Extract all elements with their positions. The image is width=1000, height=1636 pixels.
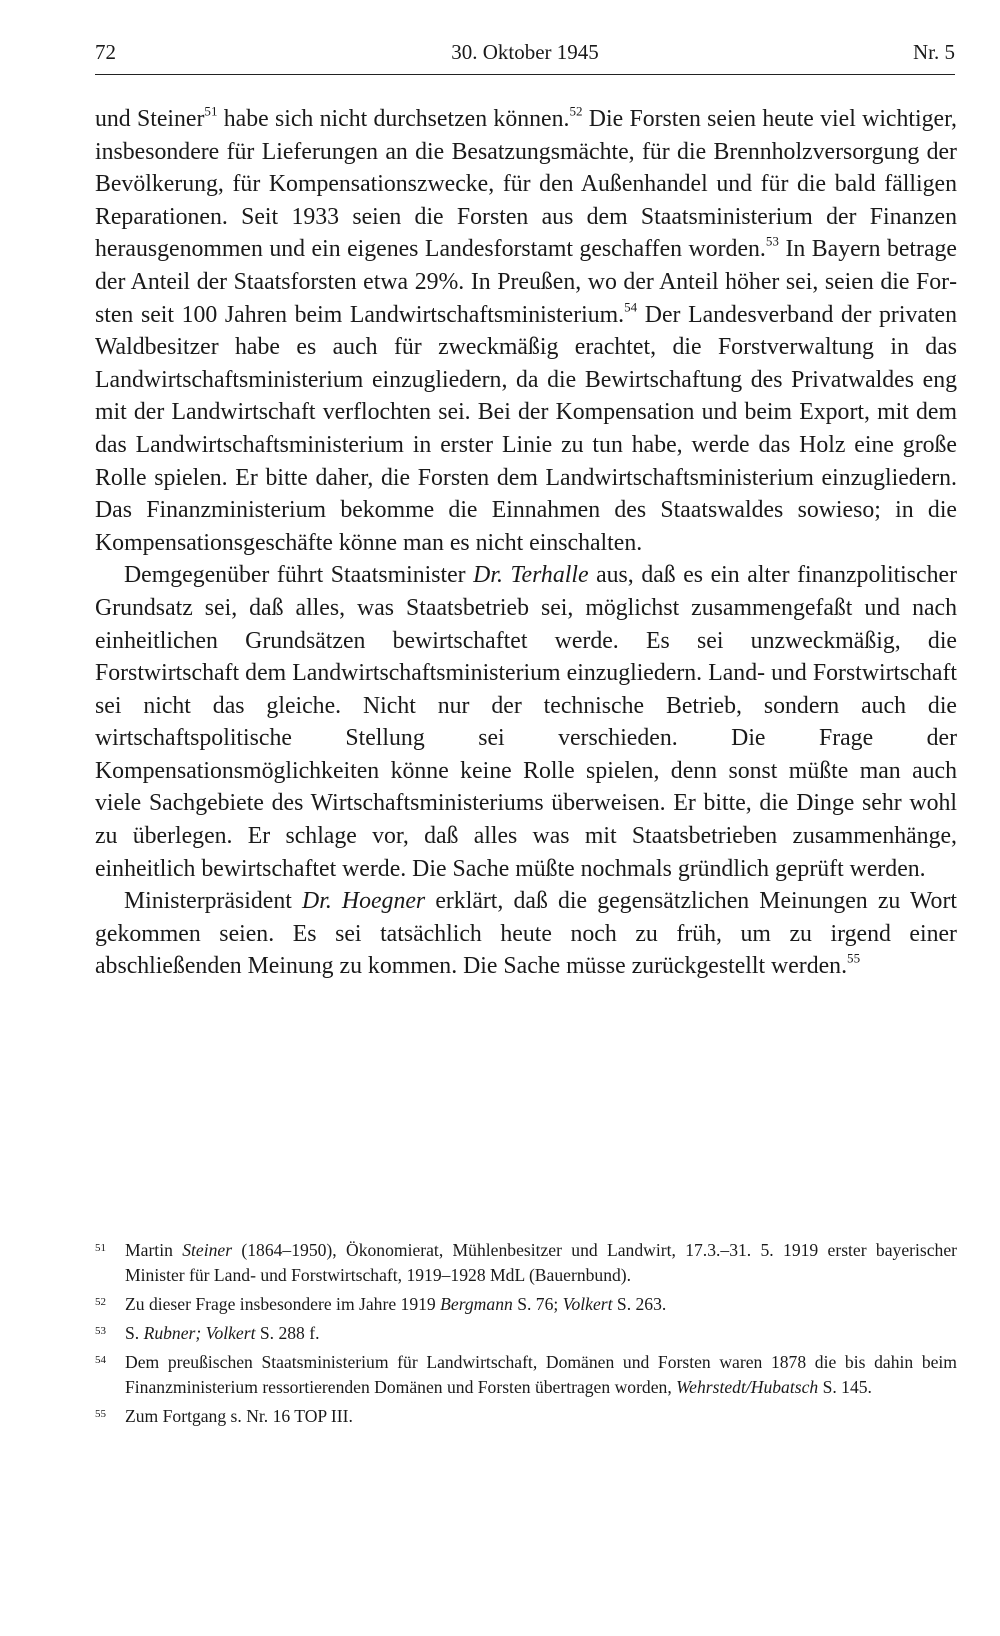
footnote-number: 54 bbox=[95, 1354, 106, 1366]
footnote-51 bbox=[95, 1238, 957, 1288]
footnote-text: Dem preußischen Staatsministerium für Landwirtschaft, Domänen und Forsten waren 1878 die bis dahin beim Finanzministerium ressortierenden Domänen und Forsten übertragen worden, Wehrstedt/Hubatsch S. 145. bbox=[125, 1352, 957, 1397]
footnote-52 bbox=[95, 1292, 957, 1317]
person-name: Dr. Hoegner bbox=[302, 888, 426, 915]
footnote-53 bbox=[95, 1321, 957, 1346]
footnote-55 bbox=[95, 1404, 957, 1429]
document-number: Nr. 5 bbox=[913, 40, 955, 64]
footnote-54 bbox=[95, 1350, 957, 1400]
footnote-number: 53 bbox=[95, 1325, 106, 1337]
footnote-text: Zum Fortgang s. Nr. 16 TOP III. bbox=[125, 1406, 353, 1426]
footnote-number: 51 bbox=[95, 1242, 106, 1254]
footnote-text: S. Rubner; Volkert S. 288 f. bbox=[125, 1323, 320, 1343]
page-number: 72 bbox=[95, 40, 116, 64]
header-date: 30. Oktober 1945 bbox=[451, 40, 599, 64]
running-header bbox=[95, 38, 955, 75]
paragraph-3: Ministerpräsident Dr. Hoegner erklärt, daß die gegensätzlichen Meinungen zu Wort gekommen seien. Es sei tatsächlich heute noch zu früh, um zu irgend einer abschließenden Meinung zu kommen. Die Sache müsse zurückgestellt werden.$^{55}$ bbox=[95, 888, 957, 980]
main-text bbox=[95, 103, 957, 983]
footnote-ref-53: 53 bbox=[765, 233, 779, 249]
person-name: Dr. Terhalle bbox=[473, 562, 589, 589]
paragraph-2: Demgegenüber führt Staatsminister Dr. Terhalle aus, daß es ein alter finanzpolitischer Grundsatz sei, daß alles, was Staatsbetrieb sei, möglichst zusammengefaßt und nach einheitlichen Grundsätzen bewirtschaftet werde. Es sei unzweckmäßig, die Forstwirtschaft dem Landwirtschaftsministerium einzugliedern. Land- und Forstwirtschaft sei nicht das gleiche. Nicht nur der technische Betrieb, sondern auch die wirtschaftspolitische Stellung sei verschieden. Die Frage der Kompensationsmöglichkeiten könne keine Rolle spielen, denn sonst müßte man auch viele Sachgebiete des Wirtschaftsministeriums überweisen. Er bitte, die Dinge sehr wohl zu überlegen. Er schlage vor, daß alles was mit Staatsbetrieben zusammenhänge, einheitlich bewirtschaftet werde. Die Sache müßte nochmals gründlich geprüft werden. bbox=[95, 562, 958, 882]
footnote-ref-55: 55 bbox=[847, 950, 861, 966]
footnote-ref-54: 54 bbox=[624, 299, 638, 315]
footnote-text: Zu dieser Frage insbesondere im Jahre 1919 Bergmann S. 76; Volkert S. 263. bbox=[125, 1294, 667, 1314]
paragraph-1: und Steiner$^{51}$ habe sich nicht durchsetzen können.$^{52}$ Die Forsten seien heute viel wichtiger, insbesondere für Lieferungen an die Besatzungsmächte, für die Brennholzversorgung der Bevölkerung, für Kompensationszwecke, für den Außenhandel und für die bald fälligen Reparationen. Seit 1933 seien die Forsten aus dem Staatsministerium der Finanzen herausgenommen und ein eigenes Landesforstamt geschaffen worden.$^{53}$ In Bayern betrage der Anteil der Staatsforsten etwa 29%. In Preußen, wo der Anteil höher sei, seien die Forsten seit 100 Jahren beim Landwirtschaftsministerium.$^{54}$ Der Landesverband der privaten Waldbesitzer habe es auch für zweckmäßig erachtet, die Forstverwaltung in das Landwirtschaftsministerium einzugliedern, da die Bewirtschaftung des Privatwaldes eng mit der Landwirtschaft verflochten sei. Bei der Kompensation und beim Export, mit dem das Landwirtschaftsministerium in erster Linie zu tun habe, werde das Holz eine große Rolle spielen. Er bitte daher, die Forsten dem Landwirtschaftsministerium einzugliedern. Das Finanzministerium bekomme die Einnahmen des Staatswaldes sowieso; in die Kompensationsgeschäfte könne man es nicht einschalten. bbox=[95, 103, 958, 556]
footnote-text: Martin Steiner (1864–1950), Ökonomierat, Mühlenbesitzer und Landwirt, 17.3.–31. 5. 1919 erster bayerischer Minister für Land- und Forstwirtschaft, 1919–1928 MdL (Bauernbund). bbox=[125, 1240, 957, 1285]
footnotes bbox=[95, 1238, 957, 1433]
footnote-ref-52: 52 bbox=[569, 103, 583, 119]
footnote-number: 55 bbox=[95, 1408, 106, 1420]
footnote-ref-51: 51 bbox=[204, 103, 218, 119]
footnote-number: 52 bbox=[95, 1296, 106, 1308]
